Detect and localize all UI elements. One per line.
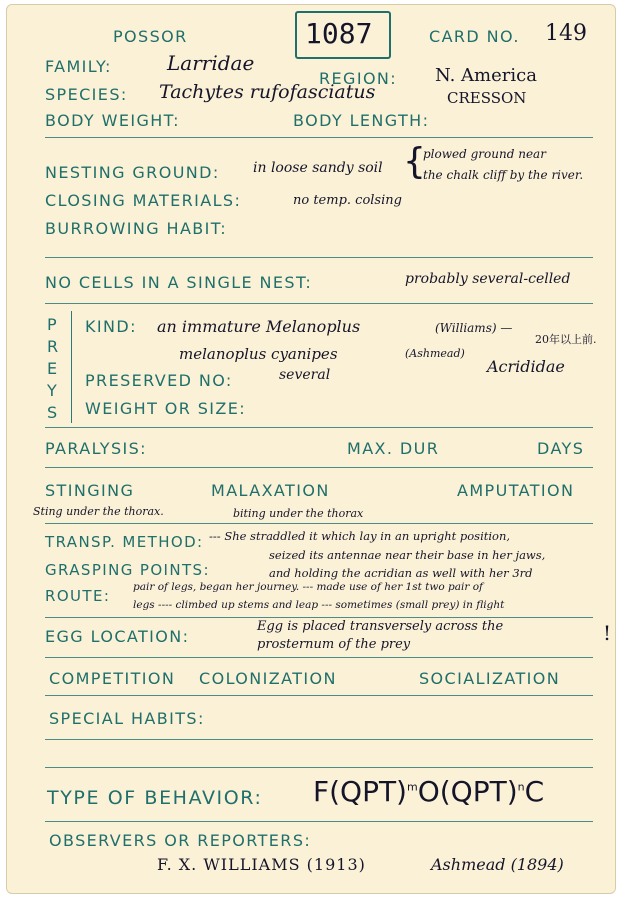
body-weight-label: BODY WEIGHT: <box>45 111 180 130</box>
max-dur-label: MAX. DUR <box>347 439 440 458</box>
prey-kind-line2-note: (Ashmead) <box>405 347 465 360</box>
card-number: 1087 <box>305 17 373 50</box>
divider <box>45 617 593 618</box>
prey-letter: R <box>47 337 59 356</box>
observers-label: OBSERVERS OR REPORTERS: <box>49 831 312 850</box>
special-habits-label: SPECIAL HABITS: <box>49 709 205 728</box>
closing-materials-label: CLOSING MATERIALS: <box>45 191 242 210</box>
divider <box>45 523 593 524</box>
cells-value: probably several-celled <box>405 271 571 287</box>
divider <box>45 257 593 258</box>
divider <box>45 137 593 138</box>
prey-letter: Y <box>47 381 57 400</box>
malaxation-value: biting under the thorax <box>233 507 364 520</box>
preserved-value: several <box>279 367 331 383</box>
formula-sup-a: m <box>406 780 418 794</box>
route-label: ROUTE: <box>45 587 111 605</box>
stinging-label: STINGING <box>45 481 135 500</box>
region-label: REGION: <box>319 69 398 88</box>
nesting-note-2: the chalk cliff by the river. <box>423 168 584 182</box>
type-of-behavior-label: TYPE OF BEHAVIOR: <box>47 787 263 809</box>
formula-part-c: C <box>524 775 545 808</box>
egg-location-line1: Egg is placed transversely across the <box>257 619 504 634</box>
transport-line3: and holding the acridian as well with her 3rd <box>269 566 533 580</box>
region-value: N. America <box>435 65 537 86</box>
observer-1: F. X. WILLIAMS (1913) <box>157 855 366 874</box>
prey-family-note: Acrididae <box>487 357 565 376</box>
prey-letter: P <box>47 315 57 334</box>
burrowing-habit-label: BURROWING HABIT: <box>45 219 227 238</box>
competition-label: COMPETITION <box>49 669 176 688</box>
prey-letter: E <box>47 359 58 378</box>
transport-line4: pair of legs, began her journey. --- made use of her 1st two pair of <box>133 581 483 593</box>
divider <box>45 303 593 304</box>
nesting-ground-label: NESTING GROUND: <box>45 163 220 182</box>
divider <box>45 467 593 468</box>
formula-part-b: O(QPT) <box>417 775 518 808</box>
weight-size-label: WEIGHT OR SIZE: <box>85 399 247 418</box>
japanese-note: 20年以上前. <box>535 333 597 346</box>
transport-line5: legs ---- climbed up stems and leap --- sometimes (small prey) in flight <box>133 599 505 611</box>
amputation-label: AMPUTATION <box>457 481 575 500</box>
formula-sup-b: n <box>517 780 525 794</box>
divider <box>45 821 593 822</box>
brace: { <box>403 141 426 182</box>
egg-location-line2: prosternum of the prey <box>257 637 411 652</box>
prey-kind-label: KIND: <box>85 317 137 336</box>
transport-line1: --- She straddled it which lay in an upright position, <box>209 529 511 543</box>
specimen-card <box>6 4 616 894</box>
nesting-note-1: plowed ground near <box>423 147 546 161</box>
preserved-label: PRESERVED NO: <box>85 371 233 390</box>
species-author: CRESSON <box>447 89 527 107</box>
divider <box>45 695 593 696</box>
species-label: SPECIES: <box>45 85 128 104</box>
prey-letter: S <box>47 403 58 422</box>
grasping-points-label: GRASPING POINTS: <box>45 561 210 579</box>
egg-location-label: EGG LOCATION: <box>45 627 190 646</box>
divider <box>45 657 593 658</box>
paralysis-label: PARALYSIS: <box>45 439 147 458</box>
nesting-ground-value: in loose sandy soil <box>253 160 383 176</box>
prey-kind-line1: an immature Melanoplus <box>157 317 361 336</box>
card-no-label: CARD NO. <box>429 27 520 46</box>
transp-method-label: TRANSP. METHOD: <box>45 533 204 551</box>
card-no-value: 149 <box>545 21 587 46</box>
egg-location-mark: ! <box>603 621 612 645</box>
family-label: FAMILY: <box>45 57 112 76</box>
divider <box>45 427 593 428</box>
closing-materials-value: no temp. colsing <box>293 193 402 208</box>
family-value: Larridae <box>167 51 255 75</box>
socialization-label: SOCIALIZATION <box>419 669 561 688</box>
behavior-formula <box>313 775 544 808</box>
divider <box>45 739 593 740</box>
prey-divider <box>71 311 72 423</box>
prey-kind-line2: melanoplus cyanipes <box>179 345 338 363</box>
colonization-label: COLONIZATION <box>199 669 337 688</box>
stinging-value: Sting under the thorax. <box>33 505 164 518</box>
cells-label: NO CELLS IN A SINGLE NEST: <box>45 273 313 292</box>
divider <box>45 767 593 768</box>
possor-label: POSSOR <box>113 27 188 46</box>
transport-line2: seized its antennae near their base in her jaws, <box>269 548 546 562</box>
observer-2: Ashmead (1894) <box>431 855 564 874</box>
formula-part-a: F(QPT) <box>313 775 407 808</box>
species-value: Tachytes rufofasciatus <box>159 81 376 103</box>
prey-kind-line1-note: (Williams) — <box>435 321 513 335</box>
body-length-label: BODY LENGTH: <box>293 111 430 130</box>
malaxation-label: MALAXATION <box>211 481 330 500</box>
days-label: DAYS <box>537 439 585 458</box>
